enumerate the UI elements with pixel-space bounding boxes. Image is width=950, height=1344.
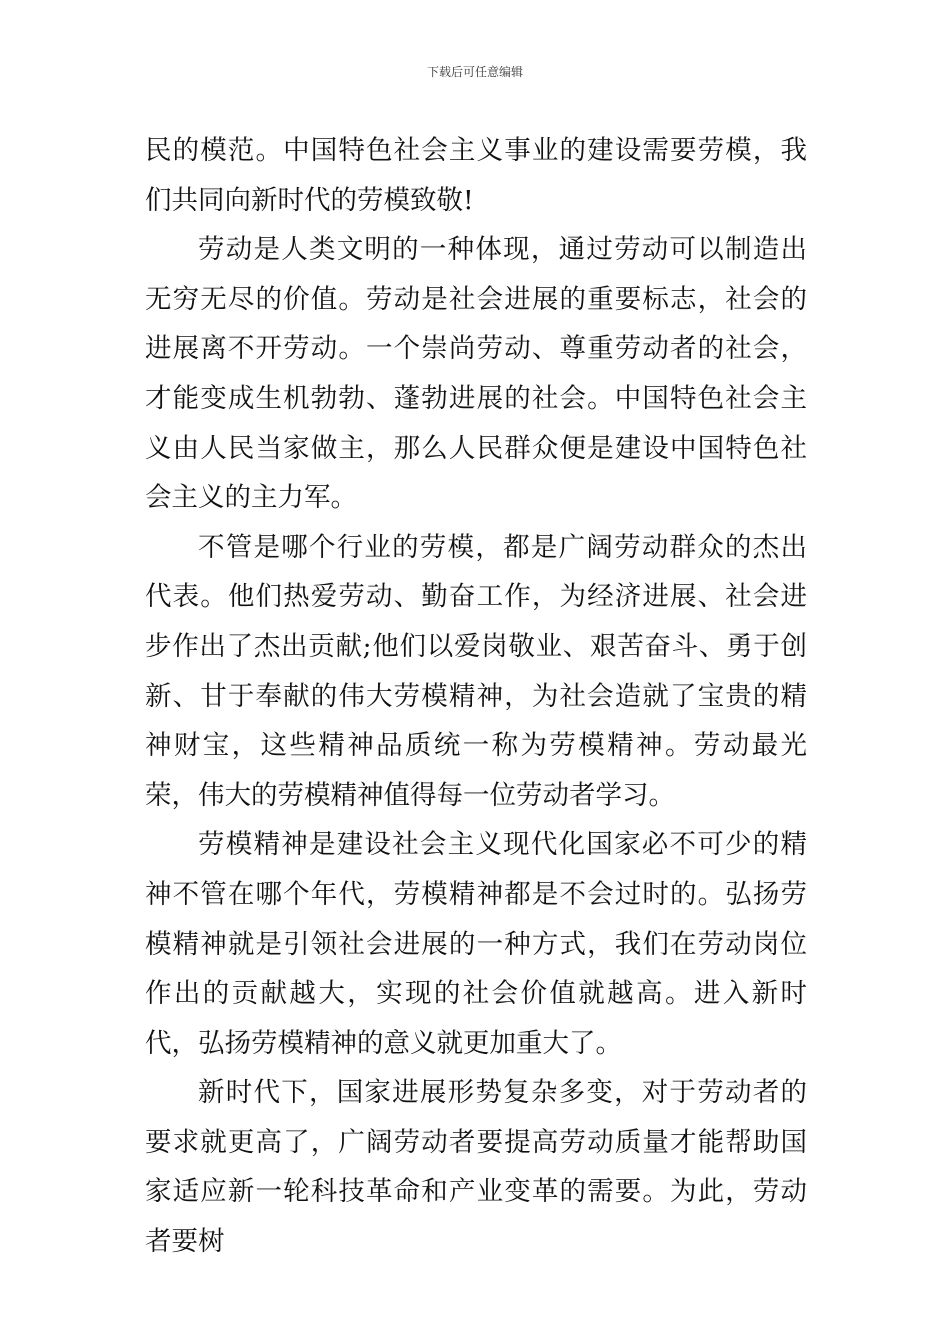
paragraph-4: 劳模精神是建设社会主义现代化国家必不可少的精神不管在哪个年代，劳模精神都是不会过时的。弘扬劳模精神就是引领社会进展的一种方式，我们在劳动岗位作出的贡献越大，实现的社会价值就越高。进入新时代，弘扬劳模精神的意义就更加重大了。 xyxy=(145,829,807,1059)
page-header: 下载后可任意编辑 xyxy=(426,65,523,79)
paragraph-3: 不管是哪个行业的劳模，都是广阔劳动群众的杰出代表。他们热爱劳动、勤奋工作，为经济进展、社会进步作出了杰出贡献;他们以爱岗敬业、艰苦奋斗、勇于创新、甘于奉献的伟大劳模精神，为社会造就了宝贵的精神财宝，这些精神品质统一称为劳模精神。劳动最光荣，伟大的劳模精神值得每一位劳动者学习。 xyxy=(145,531,807,811)
paragraph-2: 劳动是人类文明的一种体现，通过劳动可以制造出无穷无尽的价值。劳动是社会进展的重要标志，社会的进展离不开劳动。一个崇尚劳动、尊重劳动者的社会，才能变成生机勃勃、蓬勃进展的社会。中国特色社会主义由人民当家做主，那么人民群众便是建设中国特色社会主义的主力军。 xyxy=(145,234,807,514)
document-body xyxy=(145,126,807,1267)
paragraph-5: 新时代下，国家进展形势复杂多变，对于劳动者的要求就更高了，广阔劳动者要提高劳动质量才能帮助国家适应新一轮科技革命和产业变革的需要。为此，劳动者要树 xyxy=(145,1077,807,1258)
paragraph-1: 民的模范。中国特色社会主义事业的建设需要劳模，我们共同向新时代的劳模致敬! xyxy=(145,135,807,216)
